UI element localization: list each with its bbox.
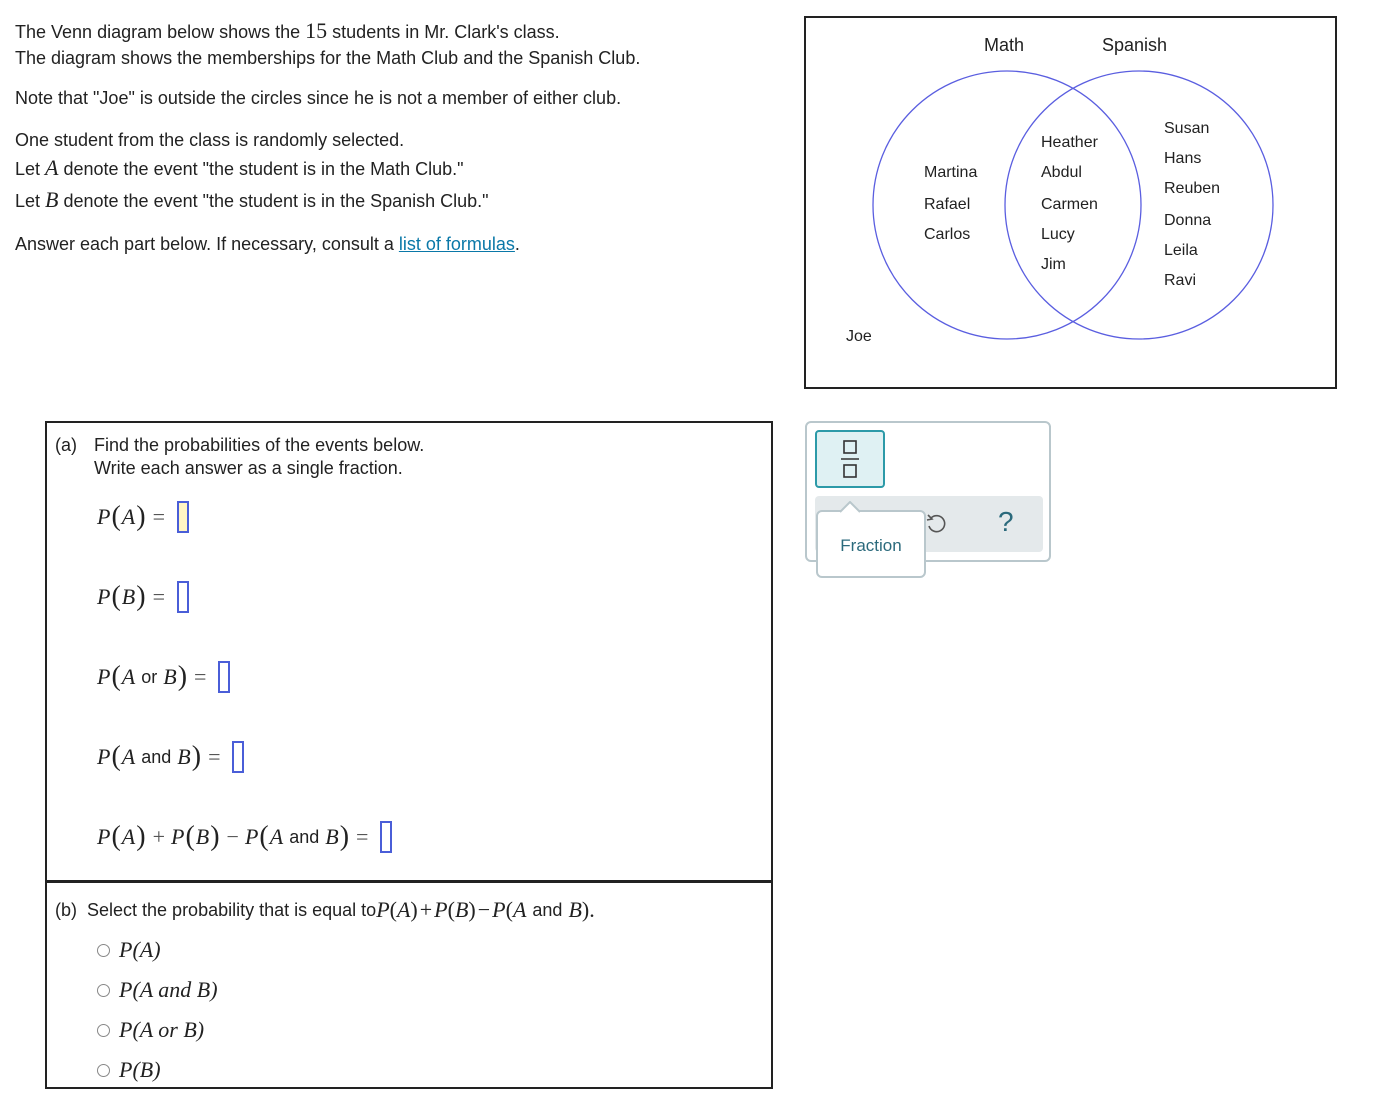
help-icon[interactable]: ?	[998, 506, 1014, 537]
intro-text: students in Mr. Clark's class.	[327, 22, 560, 42]
symbol-a: A	[396, 897, 411, 922]
venn-name: Heather	[1041, 134, 1098, 151]
student-count: 15	[305, 18, 328, 43]
intro-note: Note that "Joe" is outside the circles since he is not a member of either club.	[15, 88, 622, 108]
symbol-p: P	[492, 897, 506, 922]
option-label: P(A)	[119, 937, 161, 962]
spanish-label: Spanish	[1102, 35, 1168, 55]
part-a-instruction-1: Find the probabilities of the events below.	[94, 435, 425, 455]
undo-icon[interactable]	[925, 512, 947, 536]
minus-sign: −	[477, 897, 491, 922]
fraction-tooltip	[816, 510, 926, 578]
var-b: B	[45, 187, 59, 212]
option-label: P(A and B)	[119, 977, 218, 1002]
symbol-b: B	[121, 584, 136, 609]
symbol-p: P	[97, 584, 111, 609]
venn-name: Reuben	[1164, 180, 1221, 197]
equals-sign: =	[152, 504, 165, 529]
option-label: P(B)	[119, 1057, 161, 1082]
venn-name: Carmen	[1041, 196, 1098, 213]
symbol-b: B	[568, 897, 582, 922]
part-a-panel	[45, 421, 773, 882]
venn-diagram	[804, 16, 1337, 389]
expr-p-b: P ( B ) =	[97, 581, 189, 613]
symbol-b: B	[195, 824, 210, 849]
part-a-instruction-2: Write each answer as a single fraction.	[94, 458, 403, 478]
symbol-a: A	[269, 824, 284, 849]
equals-sign: =	[152, 584, 165, 609]
symbol-b: B	[325, 824, 339, 849]
equals-sign: =	[194, 664, 207, 689]
tooltip-text: Fraction	[840, 536, 902, 555]
symbol-b: B	[177, 744, 191, 769]
intro-text: The Venn diagram below shows the	[15, 22, 306, 42]
expr-p-a: P ( A ) =	[97, 501, 189, 533]
venn-name: Jim	[1041, 256, 1066, 273]
option-p-a[interactable]	[97, 937, 161, 963]
let-text: Let	[15, 159, 46, 179]
option-p-b[interactable]	[97, 1057, 161, 1083]
symbol-b: B	[454, 897, 469, 922]
word-and: and	[141, 746, 172, 767]
answer-text: .	[514, 234, 520, 254]
part-b-panel	[45, 881, 773, 1089]
answer-input-sum[interactable]	[380, 821, 392, 853]
venn-name: Rafael	[924, 196, 971, 213]
symbol-p: P	[97, 664, 111, 689]
symbol-p: P	[376, 897, 390, 922]
let-text: denote the event "the student is in the Spanish Club."	[58, 191, 489, 211]
symbol-a: A	[121, 664, 136, 689]
venn-name: Hans	[1164, 150, 1202, 167]
symbol-a: A	[121, 504, 136, 529]
radio-button[interactable]	[97, 944, 110, 957]
radio-button[interactable]	[97, 1024, 110, 1037]
let-text: Let	[15, 191, 46, 211]
answer-input-p-b[interactable]	[177, 581, 189, 613]
symbol-p: P	[97, 504, 111, 529]
minus-sign: −	[226, 824, 239, 849]
expr-p-a-or-b: P ( A or B ) =	[97, 661, 230, 693]
symbol-p: P	[97, 824, 111, 849]
intro-answer	[15, 231, 520, 257]
word-and: and	[289, 826, 320, 847]
option-label: P(A or B)	[119, 1017, 205, 1042]
venn-name: Abdul	[1041, 164, 1082, 181]
plus-sign: +	[152, 824, 165, 849]
symbol-p: P	[244, 824, 259, 849]
fraction-icon	[817, 432, 883, 486]
option-p-a-and-b[interactable]	[97, 977, 218, 1003]
radio-button[interactable]	[97, 1064, 110, 1077]
intro-line-2: The diagram shows the memberships for the Math Club and the Spanish Club.	[15, 48, 641, 68]
venn-name: Susan	[1164, 120, 1210, 137]
math-circle	[873, 71, 1141, 339]
part-b-question-text: Select the probability that is equal to	[87, 899, 377, 920]
answer-input-p-a[interactable]	[177, 501, 189, 533]
answer-input-p-a-and-b[interactable]	[232, 741, 244, 773]
symbol-a: A	[121, 744, 136, 769]
intro-let-a	[15, 155, 464, 182]
fraction-button[interactable]	[815, 430, 885, 488]
expr-p-a-and-b: P ( A and B ) =	[97, 741, 244, 773]
word-and: and	[532, 899, 563, 920]
plus-sign: +	[419, 897, 433, 922]
symbol-p: P	[97, 744, 111, 769]
venn-name: Lucy	[1041, 226, 1075, 243]
venn-name: Ravi	[1164, 272, 1197, 289]
formulas-link[interactable]: list of formulas	[398, 234, 515, 254]
intro-select: One student from the class is randomly selected.	[15, 130, 405, 150]
tooltip-pointer	[840, 501, 860, 513]
answer-text: Answer each part below. If necessary, consult a	[15, 234, 399, 254]
var-a: A	[45, 155, 59, 180]
answer-input-p-a-or-b[interactable]	[218, 661, 230, 693]
let-text: denote the event "the student is in the Math Club."	[58, 159, 464, 179]
intro-line-1	[15, 18, 560, 45]
symbol-a: A	[121, 824, 136, 849]
math-label: Math	[984, 35, 1025, 55]
radio-button[interactable]	[97, 984, 110, 997]
venn-name: Leila	[1164, 242, 1198, 259]
option-p-a-or-b[interactable]	[97, 1017, 204, 1043]
part-b-question: (b) Select the probability that is equal to P ( A ) + P ( B ) − P ( A and B ).	[55, 897, 595, 922]
venn-name: Martina	[924, 164, 978, 181]
expr-sum: P ( A ) + P ( B ) − P ( A and B ) =	[97, 821, 392, 853]
equals-sign: =	[208, 744, 221, 769]
part-b-label: (b)	[55, 899, 77, 920]
venn-name: Donna	[1164, 212, 1212, 229]
word-or: or	[141, 666, 158, 687]
part-a-label: (a)	[55, 435, 77, 455]
symbol-b: B	[163, 664, 177, 689]
equals-sign: =	[356, 824, 369, 849]
venn-name: Carlos	[924, 226, 971, 243]
symbol-p: P	[170, 824, 185, 849]
symbol-p: P	[434, 897, 448, 922]
venn-outside-name: Joe	[846, 328, 872, 345]
symbol-a: A	[512, 897, 527, 922]
intro-let-b	[15, 187, 489, 214]
